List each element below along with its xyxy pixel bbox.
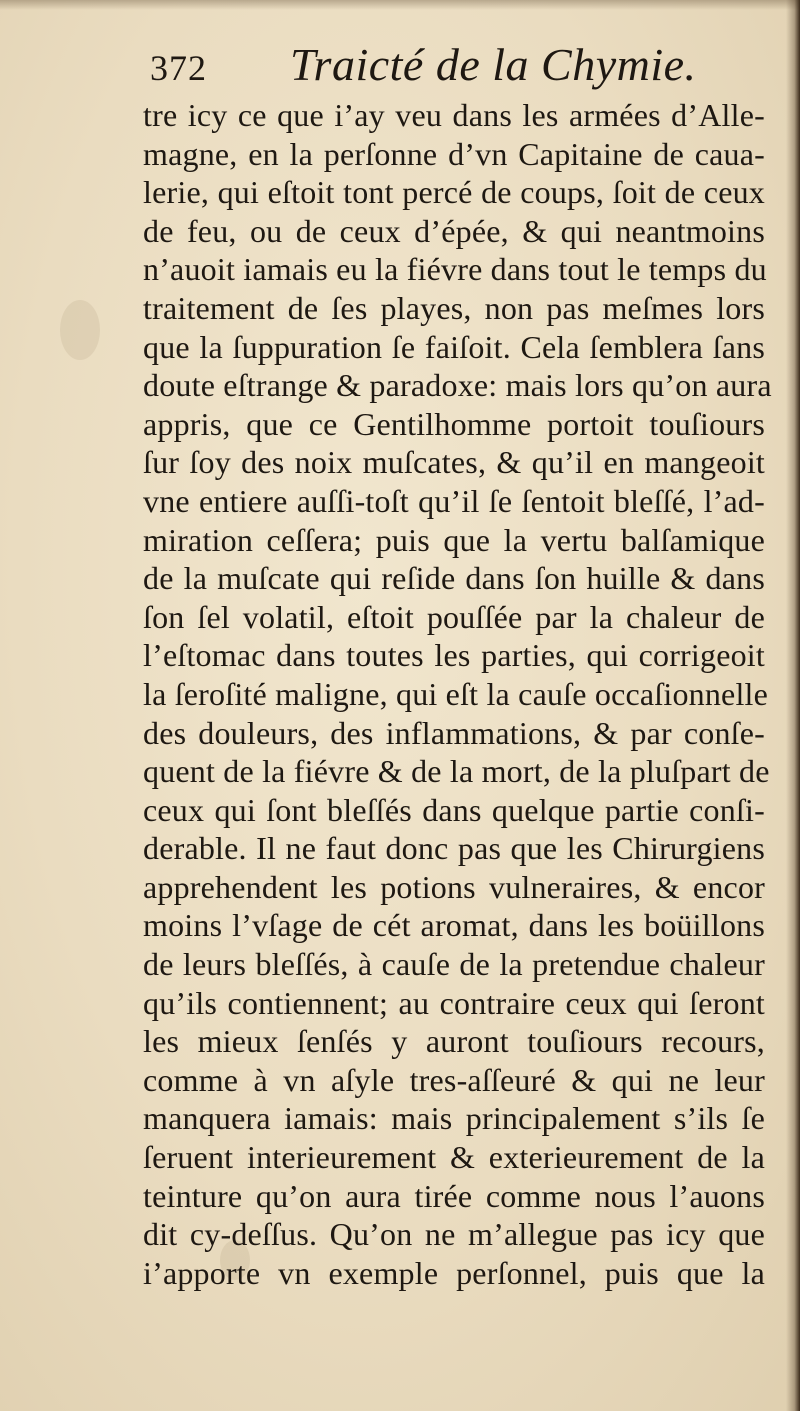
text-line: derable. Il ne faut donc pas que les Chirurgiens — [143, 830, 765, 867]
text-line: l’eſtomac dans toutes les parties, qui corrigeoit — [143, 637, 765, 674]
text-line: n’auoit iamais eu la fiévre dans tout le temps du — [143, 251, 767, 288]
text-line: comme à vn aſyle tres-aſſeuré & qui ne leur — [143, 1061, 765, 1098]
text-line: traitement de ſes playes, non pas meſmes lors — [143, 289, 765, 326]
text-line: ſon ſel volatil, eſtoit pouſſée par la chaleur de — [143, 598, 765, 635]
text-line: qu’ils contiennent; au contraire ceux qui ſeront — [143, 984, 765, 1021]
text-line: dit cy-deſſus. Qu’on ne m’allegue pas icy que — [143, 1216, 765, 1253]
text-line: tre icy ce que i’ay veu dans les armées d’Alle- — [143, 97, 765, 133]
text-line: i’apporte vn exemple perſonnel, puis que la — [143, 1254, 765, 1291]
text-line: miration ceſſera; puis que la vertu balſamique — [143, 521, 765, 558]
text-line: ceux qui ſont bleſſés dans quelque partie conſi- — [143, 791, 765, 828]
body-text — [143, 96, 783, 1292]
text-line: que la ſuppuration ſe faiſoit. Cela ſemblera ſans — [143, 328, 765, 365]
paper-stain — [60, 300, 100, 360]
text-line: moins l’vſage de cét aromat, dans les boüillons — [143, 907, 765, 944]
page-top-shadow — [0, 0, 800, 10]
text-line: doute eſtrange & paradoxe: mais lors qu’on aura — [143, 367, 772, 404]
text-line: appris, que ce Gentilhomme portoit touſiours — [143, 405, 765, 442]
text-line: des douleurs, des inflammations, & par conſe- — [143, 714, 765, 751]
page-header — [150, 38, 780, 94]
text-line: ſeruent interieurement & exterieurement de la — [143, 1139, 765, 1176]
text-line: lerie, qui eſtoit tont percé de coups, ſoit de ceux — [143, 174, 765, 211]
text-line: de leurs bleſſés, à cauſe de la pretendue chaleur — [143, 946, 765, 983]
text-line: vne entiere auſſi-toſt qu’il ſe ſentoit bleſſé, l’ad- — [143, 482, 765, 519]
running-title: Traicté de la Chymie. — [290, 39, 697, 90]
text-line: ſur ſoy des noix muſcates, & qu’il en mangeoit — [143, 444, 765, 481]
text-line: quent de la fiévre & de la mort, de la pluſpart de — [143, 753, 770, 790]
text-line: manquera iamais: mais principalement s’ils ſe — [143, 1100, 765, 1137]
page-gutter-shadow — [786, 0, 800, 1411]
text-line: de la muſcate qui reſide dans ſon huille & dans — [143, 560, 765, 597]
text-line: la ſeroſité maligne, qui eſt la cauſe occaſionnelle — [143, 675, 769, 712]
page-number: 372 — [150, 48, 207, 88]
text-line: magne, en la perſonne d’vn Capitaine de caua- — [143, 135, 765, 172]
text-line: apprehendent les potions vulneraires, & encor — [143, 868, 765, 905]
text-line: de feu, ou de ceux d’épée, & qui neantmoins — [143, 212, 765, 249]
text-line: teinture qu’on aura tirée comme nous l’auons — [143, 1177, 765, 1214]
text-line: les mieux ſenſés y auront touſiours recours, — [143, 1023, 765, 1060]
